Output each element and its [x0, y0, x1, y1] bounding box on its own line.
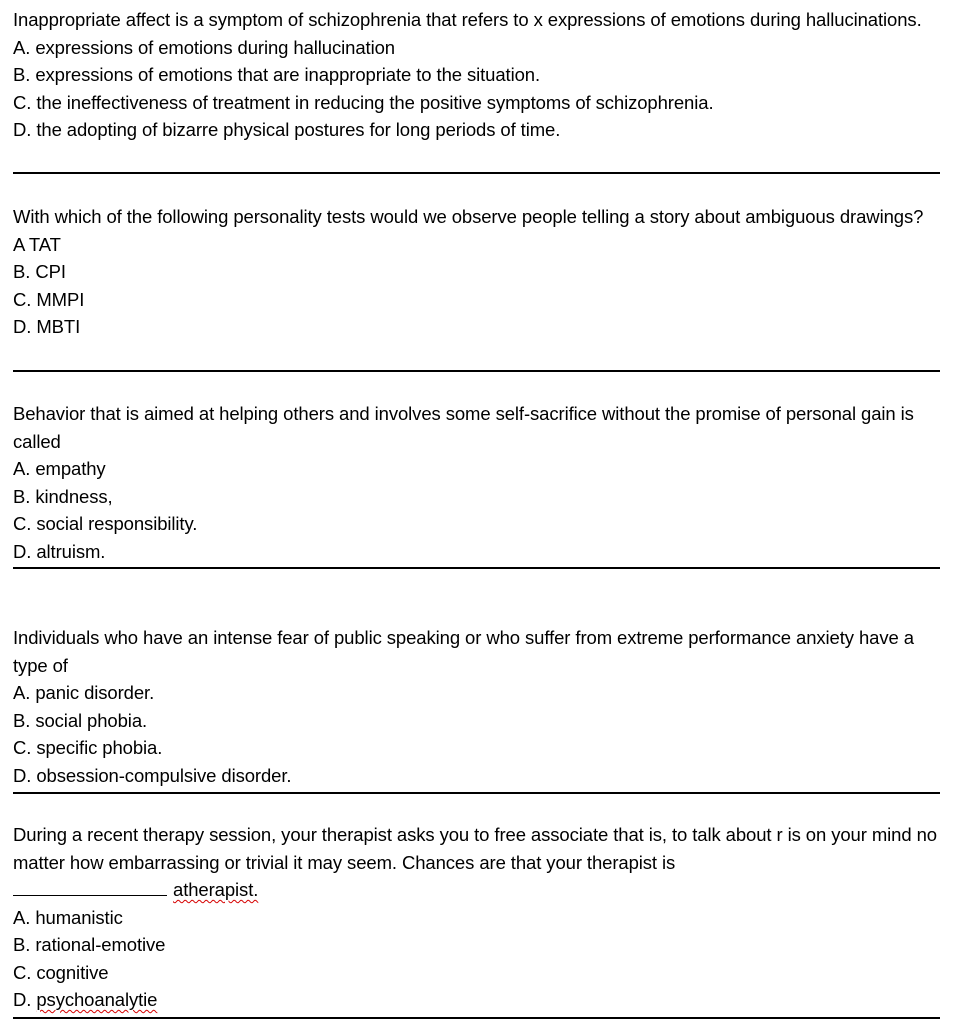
- question-5-option-d-prefix: D.: [13, 989, 32, 1010]
- answer-blank: [13, 878, 167, 896]
- question-1-option-b: B. expressions of emotions that are inappropriate to the situation.: [13, 64, 541, 85]
- blank-suffix-text: atherapist.: [173, 879, 259, 900]
- question-5-option-b: B. rational-emotive: [13, 934, 166, 955]
- question-2-text: With which of the following personality tests would we observe people telling a story about ambiguous drawings?: [13, 206, 924, 227]
- question-1: [13, 2, 940, 144]
- question-5-option-a: A. humanistic: [13, 906, 123, 928]
- question-4: [13, 620, 940, 789]
- question-4-option-a: A. panic disorder.: [13, 682, 155, 703]
- question-1-option-a: A. expressions of emotions during hallucination: [13, 36, 395, 58]
- question-2-option-d: D. MBTI: [13, 316, 81, 337]
- question-2-option-a: A TAT: [13, 233, 61, 255]
- question-1-text: Inappropriate affect is a symptom of schizophrenia that refers to x expressions of emotions during hallucinations.: [13, 9, 922, 30]
- question-4-text: Individuals who have an intense fear of public speaking or who suffer from extreme performance anxiety have a type of: [13, 627, 914, 676]
- question-3-divider: [13, 567, 940, 569]
- question-2-option-b: B. CPI: [13, 261, 66, 282]
- question-4-divider: [13, 792, 940, 794]
- question-4-option-c: C. specific phobia.: [13, 737, 163, 758]
- question-3-option-a: A. empathy: [13, 458, 106, 479]
- question-3: [13, 396, 940, 565]
- question-3-option-b: B. kindness,: [13, 485, 113, 507]
- question-5-blank-line: [13, 876, 940, 904]
- question-2: [13, 199, 940, 341]
- question-5-text: During a recent therapy session, your therapist asks you to free associate that is, to talk about r is on your mind no matter how embarrassing or trivial it may seem. Chances are that your therapist is: [13, 824, 937, 873]
- question-5: [13, 817, 940, 1014]
- question-3-option-c: C. social responsibility.: [13, 513, 198, 534]
- question-5-divider: [13, 1017, 940, 1019]
- question-1-divider: [13, 172, 940, 174]
- question-5-option-c: C. cognitive: [13, 961, 109, 983]
- question-4-option-d: D. obsession-compulsive disorder.: [13, 764, 292, 786]
- question-1-option-d: D. the adopting of bizarre physical postures for long periods of time.: [13, 119, 561, 140]
- question-5-option-d-word: psychoanalytie: [36, 989, 158, 1010]
- question-3-text: Behavior that is aimed at helping others and involves some self-sacrifice without the promise of personal gain is called: [13, 403, 914, 452]
- question-3-option-d: D. altruism.: [13, 540, 106, 562]
- question-1-option-c: C. the ineffectiveness of treatment in reducing the positive symptoms of schizophrenia.: [13, 91, 714, 113]
- question-4-option-b: B. social phobia.: [13, 709, 148, 731]
- question-2-divider: [13, 370, 940, 372]
- question-5-option-d: [13, 986, 940, 1014]
- question-2-option-c: C. MMPI: [13, 288, 85, 310]
